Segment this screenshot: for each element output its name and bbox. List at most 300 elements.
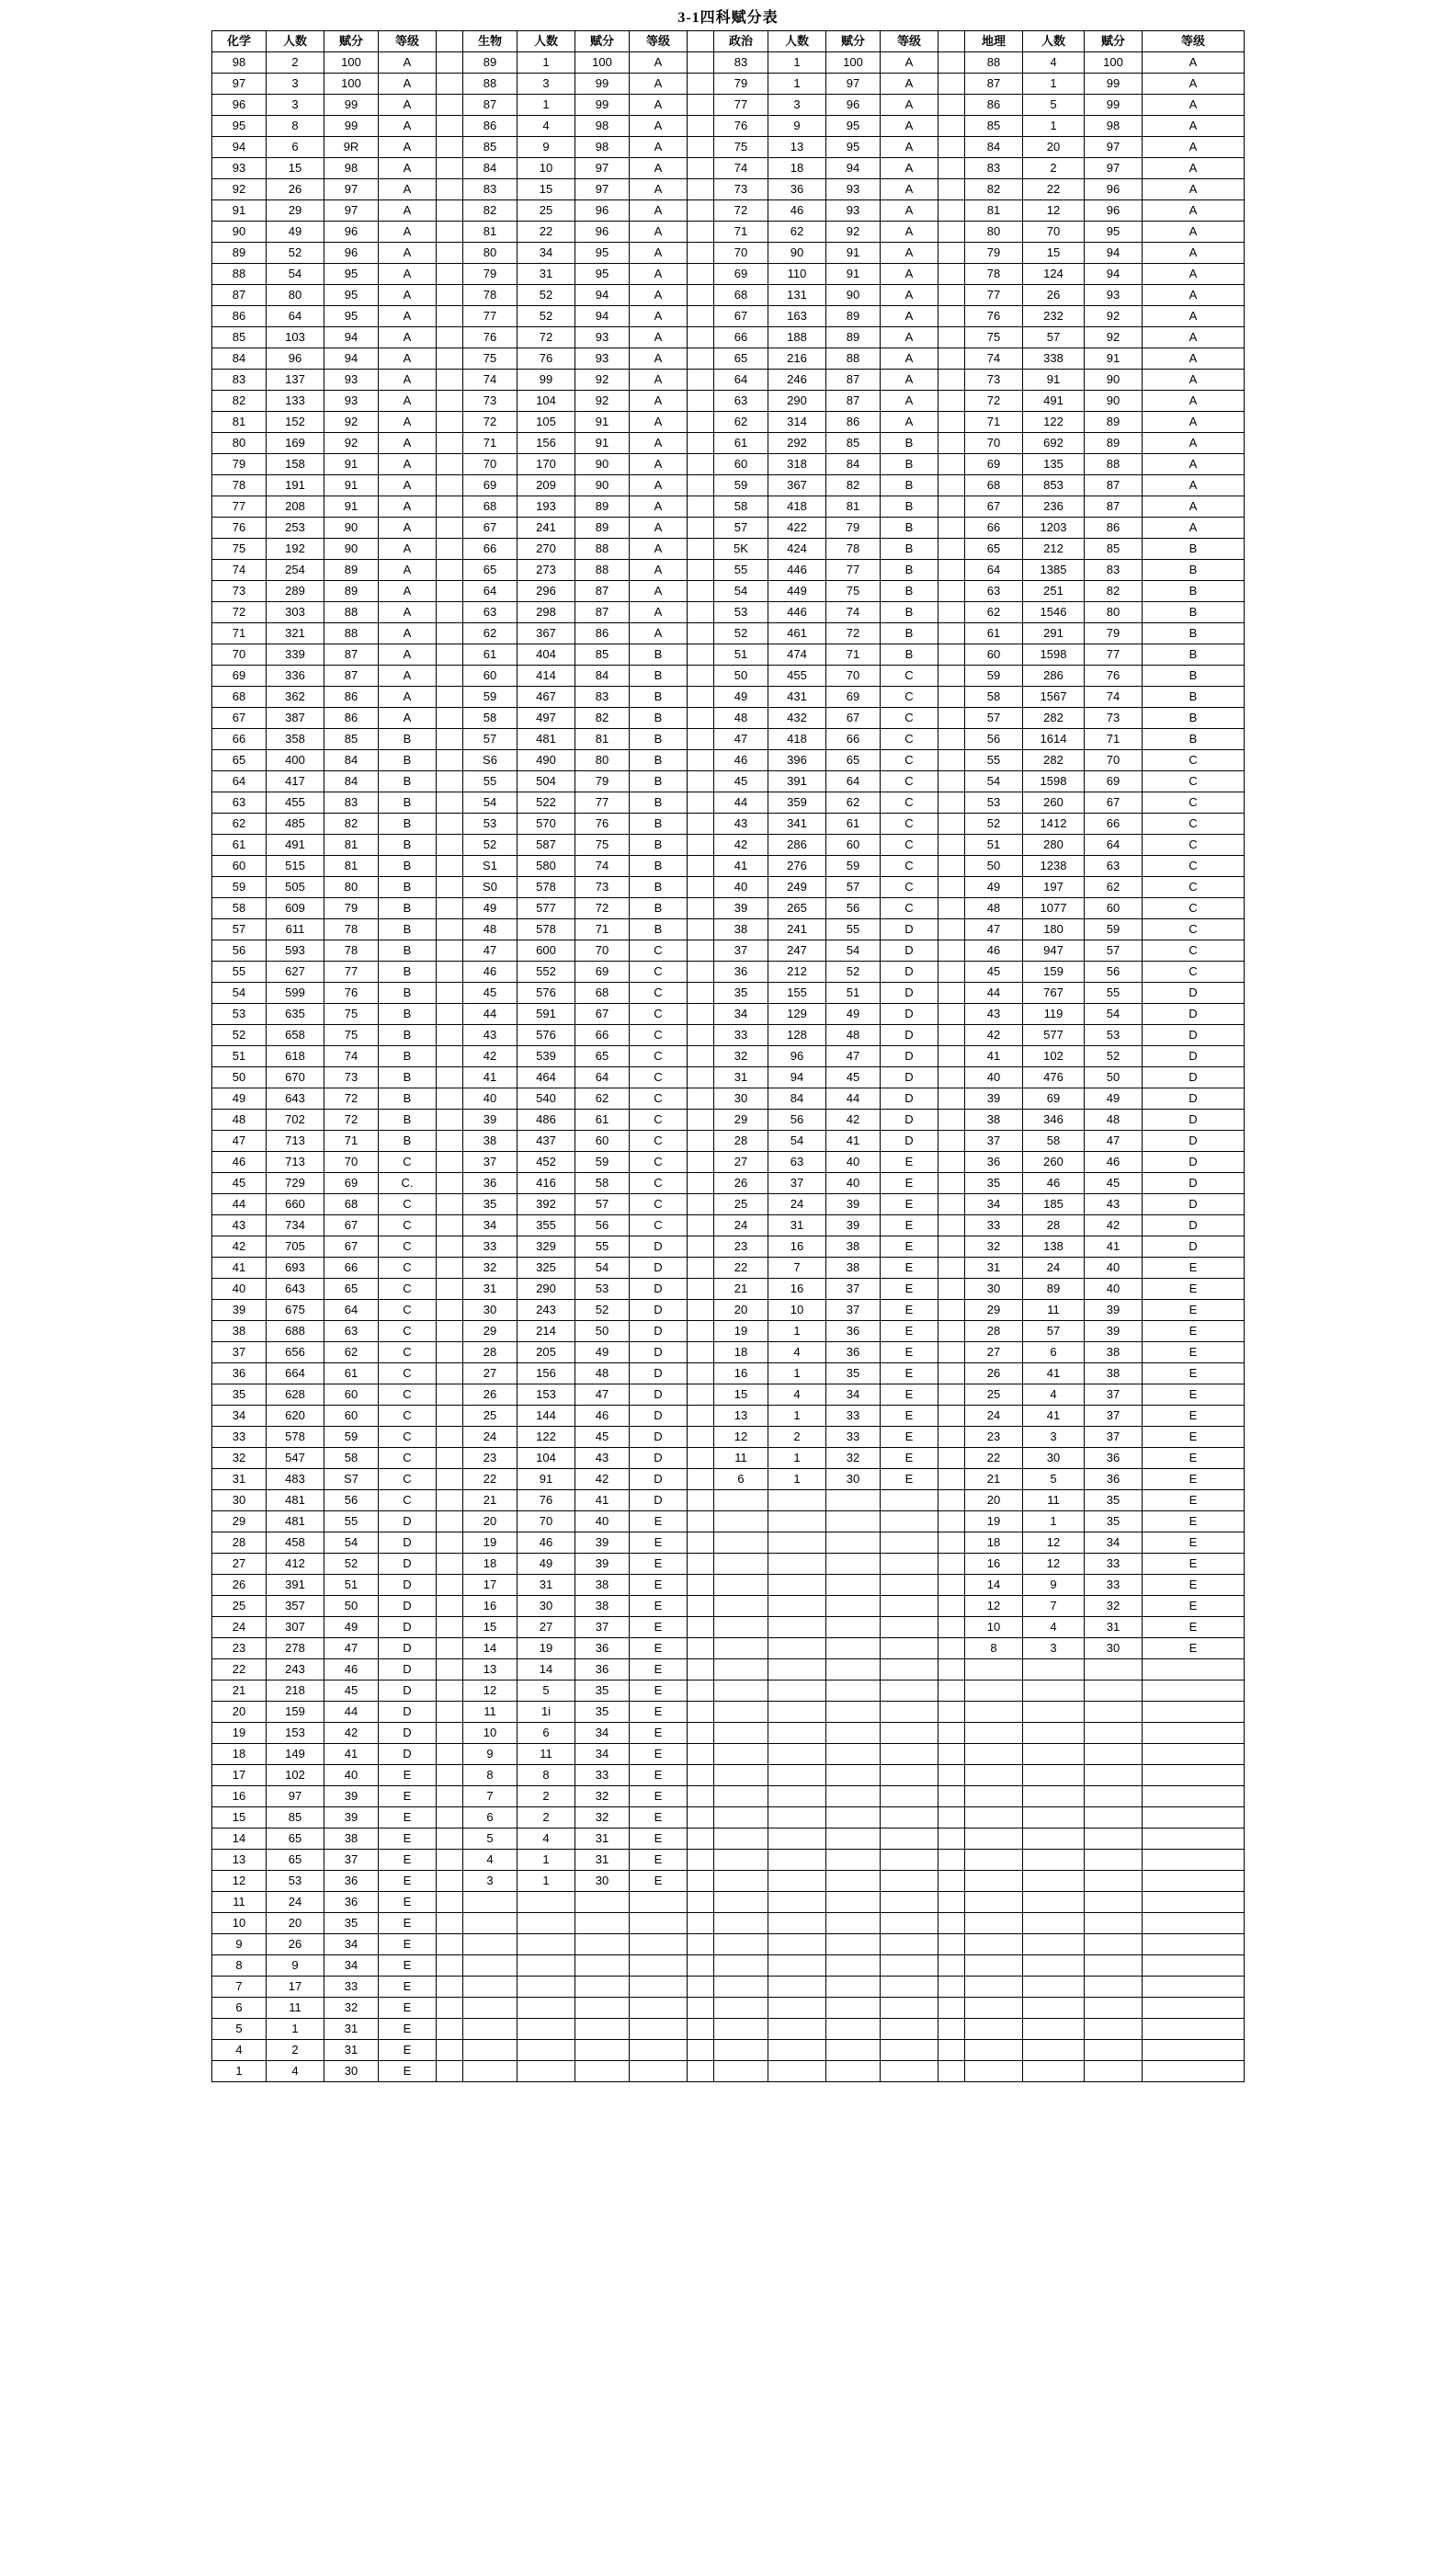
chemistry-cell: 88 — [324, 602, 379, 623]
chemistry-cell: 94 — [212, 137, 267, 158]
biology-cell: 28 — [463, 1342, 518, 1363]
chemistry-cell: D — [379, 1659, 437, 1680]
biology-cell: 31 — [463, 1279, 518, 1300]
header-politics-count: 人数 — [768, 31, 826, 52]
geography-cell: 77 — [1085, 644, 1143, 666]
politics-cell-empty — [881, 1744, 938, 1765]
politics-cell-empty — [826, 1554, 881, 1575]
chemistry-cell: 13 — [212, 1850, 267, 1871]
column-spacer — [437, 1236, 463, 1258]
column-spacer — [688, 644, 714, 666]
geography-cell: E — [1143, 1617, 1245, 1638]
column-spacer — [688, 581, 714, 602]
biology-cell: 99 — [518, 370, 575, 391]
politics-cell-empty — [714, 1765, 768, 1786]
biology-cell: 41 — [463, 1067, 518, 1088]
politics-cell: C — [881, 814, 938, 835]
politics-cell: 90 — [768, 243, 826, 264]
politics-cell: 59 — [714, 475, 768, 496]
biology-cell: 87 — [575, 581, 630, 602]
politics-cell: A — [881, 74, 938, 95]
politics-cell-empty — [826, 1744, 881, 1765]
chemistry-cell: 45 — [324, 1680, 379, 1702]
column-spacer — [688, 179, 714, 200]
biology-cell: A — [630, 348, 688, 370]
politics-cell: 1 — [768, 74, 826, 95]
chemistry-cell: 61 — [212, 835, 267, 856]
geography-cell: 491 — [1023, 391, 1085, 412]
chemistry-cell: 152 — [267, 412, 324, 433]
geography-cell: 39 — [965, 1088, 1023, 1110]
column-spacer — [938, 877, 965, 898]
column-spacer — [688, 1384, 714, 1406]
column-spacer — [437, 602, 463, 623]
politics-cell: A — [881, 391, 938, 412]
chemistry-cell: 69 — [324, 1173, 379, 1194]
chemistry-cell: 67 — [324, 1236, 379, 1258]
column-spacer — [437, 1723, 463, 1744]
table-row — [212, 877, 1245, 898]
biology-cell: 15 — [518, 179, 575, 200]
column-spacer — [938, 1807, 965, 1829]
biology-cell: 30 — [518, 1596, 575, 1617]
biology-cell: 76 — [518, 348, 575, 370]
column-spacer — [437, 1194, 463, 1215]
chemistry-cell: 68 — [324, 1194, 379, 1215]
biology-cell: E — [630, 1680, 688, 1702]
chemistry-cell: 3 — [267, 74, 324, 95]
biology-cell: 104 — [518, 1448, 575, 1469]
geography-cell-empty — [1023, 1829, 1085, 1850]
biology-cell: B — [630, 687, 688, 708]
politics-cell: 94 — [826, 158, 881, 179]
chemistry-cell: 705 — [267, 1236, 324, 1258]
politics-cell: 62 — [826, 792, 881, 814]
politics-cell: 341 — [768, 814, 826, 835]
geography-cell: 37 — [1085, 1406, 1143, 1427]
geography-cell: 25 — [965, 1384, 1023, 1406]
geography-cell: 476 — [1023, 1067, 1085, 1088]
geography-cell: 60 — [1085, 898, 1143, 919]
biology-cell: A — [630, 243, 688, 264]
chemistry-cell: 3 — [267, 95, 324, 116]
biology-cell: 39 — [575, 1554, 630, 1575]
politics-cell-empty — [714, 1850, 768, 1871]
chemistry-cell: 89 — [212, 243, 267, 264]
politics-cell: 391 — [768, 771, 826, 792]
biology-cell: S0 — [463, 877, 518, 898]
column-spacer — [437, 1363, 463, 1384]
geography-cell-empty — [965, 1829, 1023, 1850]
politics-cell: C — [881, 898, 938, 919]
biology-cell: A — [630, 560, 688, 581]
column-spacer — [437, 1067, 463, 1088]
column-spacer — [938, 687, 965, 708]
geography-cell: 22 — [1023, 179, 1085, 200]
geography-cell: A — [1143, 454, 1245, 475]
table-row — [212, 1998, 1245, 2019]
biology-cell: 80 — [463, 243, 518, 264]
geography-cell: C — [1143, 877, 1245, 898]
geography-cell-empty — [1023, 1723, 1085, 1744]
biology-cell: S6 — [463, 750, 518, 771]
politics-cell: 33 — [714, 1025, 768, 1046]
politics-cell: C — [881, 835, 938, 856]
table-row — [212, 391, 1245, 412]
geography-cell-empty — [1085, 1934, 1143, 1955]
politics-cell-empty — [768, 1659, 826, 1680]
biology-cell: 88 — [463, 74, 518, 95]
politics-cell: 276 — [768, 856, 826, 877]
biology-cell: C — [630, 1110, 688, 1131]
politics-cell: A — [881, 116, 938, 137]
geography-cell: E — [1143, 1406, 1245, 1427]
politics-cell-empty — [768, 2040, 826, 2061]
chemistry-cell: 93 — [212, 158, 267, 179]
column-spacer — [688, 623, 714, 644]
biology-cell: 71 — [575, 919, 630, 940]
politics-cell: 95 — [826, 137, 881, 158]
chemistry-cell: E — [379, 1829, 437, 1850]
politics-cell: 75 — [826, 581, 881, 602]
geography-cell: 15 — [1023, 243, 1085, 264]
chemistry-cell: 88 — [212, 264, 267, 285]
geography-cell: 64 — [965, 560, 1023, 581]
chemistry-cell: 16 — [212, 1786, 267, 1807]
politics-cell: 82 — [826, 475, 881, 496]
table-row — [212, 581, 1245, 602]
table-row — [212, 1511, 1245, 1532]
politics-cell: 57 — [826, 877, 881, 898]
chemistry-cell: 505 — [267, 877, 324, 898]
politics-cell: D — [881, 1110, 938, 1131]
table-row — [212, 1236, 1245, 1258]
column-spacer — [938, 919, 965, 940]
politics-cell-empty — [826, 1786, 881, 1807]
chemistry-cell: 36 — [212, 1363, 267, 1384]
chemistry-cell: 36 — [324, 1871, 379, 1892]
biology-cell: 243 — [518, 1300, 575, 1321]
politics-cell: A — [881, 264, 938, 285]
table-row — [212, 222, 1245, 243]
biology-cell: E — [630, 1638, 688, 1659]
biology-cell: 22 — [463, 1469, 518, 1490]
chemistry-cell: 713 — [267, 1152, 324, 1173]
geography-cell: 12 — [1023, 1554, 1085, 1575]
chemistry-cell: 9 — [212, 1934, 267, 1955]
chemistry-cell: A — [379, 496, 437, 518]
chemistry-cell: B — [379, 1046, 437, 1067]
politics-cell-empty — [826, 1807, 881, 1829]
geography-cell: 577 — [1023, 1025, 1085, 1046]
politics-cell-empty — [881, 1511, 938, 1532]
chemistry-cell: 26 — [267, 179, 324, 200]
geography-cell-empty — [1085, 1977, 1143, 1998]
column-spacer — [688, 95, 714, 116]
politics-cell: 188 — [768, 327, 826, 348]
geography-cell: 24 — [965, 1406, 1023, 1427]
biology-cell: 170 — [518, 454, 575, 475]
politics-cell: 65 — [714, 348, 768, 370]
table-body — [212, 52, 1245, 2082]
geography-cell: 90 — [1085, 370, 1143, 391]
column-spacer — [938, 1765, 965, 1786]
biology-cell: 81 — [463, 222, 518, 243]
politics-cell: 474 — [768, 644, 826, 666]
biology-cell: 23 — [463, 1448, 518, 1469]
geography-cell: 57 — [965, 708, 1023, 729]
politics-cell: 61 — [826, 814, 881, 835]
politics-cell: 40 — [714, 877, 768, 898]
table-row — [212, 348, 1245, 370]
chemistry-cell: B — [379, 877, 437, 898]
chemistry-cell: D — [379, 1511, 437, 1532]
biology-cell: A — [630, 264, 688, 285]
spacer-1 — [437, 31, 463, 52]
column-spacer — [437, 983, 463, 1004]
politics-cell: A — [881, 327, 938, 348]
politics-cell-empty — [768, 1511, 826, 1532]
politics-cell-empty — [714, 1892, 768, 1913]
column-spacer — [938, 1427, 965, 1448]
column-spacer — [437, 877, 463, 898]
chemistry-cell: 55 — [212, 962, 267, 983]
column-spacer — [437, 412, 463, 433]
geography-cell-empty — [1023, 1659, 1085, 1680]
politics-cell: 62 — [714, 412, 768, 433]
biology-cell: 104 — [518, 391, 575, 412]
column-spacer — [688, 560, 714, 581]
geography-cell: 90 — [1085, 391, 1143, 412]
geography-cell: 81 — [965, 200, 1023, 222]
chemistry-cell: 96 — [324, 243, 379, 264]
table-row — [212, 1384, 1245, 1406]
biology-cell-empty — [575, 2019, 630, 2040]
geography-cell: E — [1143, 1342, 1245, 1363]
geography-cell: 18 — [965, 1532, 1023, 1554]
chemistry-cell: 67 — [324, 1215, 379, 1236]
geography-cell: 19 — [965, 1511, 1023, 1532]
column-spacer — [437, 1998, 463, 2019]
biology-cell: 83 — [575, 687, 630, 708]
geography-cell-empty — [1085, 1807, 1143, 1829]
column-spacer — [437, 1955, 463, 1977]
politics-cell: 56 — [768, 1110, 826, 1131]
column-spacer — [938, 623, 965, 644]
chemistry-cell: 26 — [212, 1575, 267, 1596]
politics-cell: 37 — [826, 1300, 881, 1321]
column-spacer — [938, 1490, 965, 1511]
table-row — [212, 116, 1245, 137]
politics-cell: 25 — [714, 1194, 768, 1215]
column-spacer — [938, 1554, 965, 1575]
table-row — [212, 835, 1245, 856]
politics-cell: 286 — [768, 835, 826, 856]
table-row — [212, 1532, 1245, 1554]
biology-cell: 32 — [463, 1258, 518, 1279]
biology-cell: 580 — [518, 856, 575, 877]
chemistry-cell: 85 — [212, 327, 267, 348]
geography-cell: 37 — [1085, 1427, 1143, 1448]
geography-cell: 76 — [1085, 666, 1143, 687]
politics-cell: 249 — [768, 877, 826, 898]
politics-cell-empty — [714, 1977, 768, 1998]
geography-cell-empty — [965, 1934, 1023, 1955]
column-spacer — [688, 1258, 714, 1279]
biology-cell: 89 — [463, 52, 518, 74]
geography-cell-empty — [1143, 1934, 1245, 1955]
column-spacer — [688, 1363, 714, 1384]
geography-cell: 69 — [1085, 771, 1143, 792]
chemistry-cell: 458 — [267, 1532, 324, 1554]
biology-cell: 83 — [463, 179, 518, 200]
column-spacer — [437, 919, 463, 940]
chemistry-cell: 481 — [267, 1490, 324, 1511]
biology-cell: 68 — [575, 983, 630, 1004]
table-row — [212, 602, 1245, 623]
column-spacer — [688, 1342, 714, 1363]
column-spacer — [688, 222, 714, 243]
chemistry-cell: 643 — [267, 1279, 324, 1300]
chemistry-cell: 90 — [324, 539, 379, 560]
chemistry-cell: 25 — [212, 1596, 267, 1617]
geography-cell: D — [1143, 1110, 1245, 1131]
politics-cell: 24 — [768, 1194, 826, 1215]
politics-cell: 30 — [714, 1088, 768, 1110]
biology-cell: 20 — [463, 1511, 518, 1532]
geography-cell: C — [1143, 750, 1245, 771]
chemistry-cell: 20 — [267, 1913, 324, 1934]
politics-cell-empty — [881, 1829, 938, 1850]
chemistry-cell: A — [379, 581, 437, 602]
geography-cell: 692 — [1023, 433, 1085, 454]
chemistry-cell: 483 — [267, 1469, 324, 1490]
biology-cell: 43 — [575, 1448, 630, 1469]
chemistry-cell: 734 — [267, 1215, 324, 1236]
table-row — [212, 370, 1245, 391]
politics-cell: 128 — [768, 1025, 826, 1046]
politics-cell: 79 — [714, 74, 768, 95]
geography-cell: 44 — [965, 983, 1023, 1004]
table-row — [212, 200, 1245, 222]
politics-cell-empty — [768, 1934, 826, 1955]
chemistry-cell: 65 — [324, 1279, 379, 1300]
politics-cell: 45 — [714, 771, 768, 792]
politics-cell: 72 — [826, 623, 881, 644]
geography-cell: 48 — [965, 898, 1023, 919]
geography-cell: E — [1143, 1596, 1245, 1617]
column-spacer — [938, 1194, 965, 1215]
biology-cell: E — [630, 1702, 688, 1723]
geography-cell: C — [1143, 898, 1245, 919]
biology-cell: A — [630, 475, 688, 496]
geography-cell: 6 — [1023, 1342, 1085, 1363]
column-spacer — [688, 729, 714, 750]
chemistry-cell: 675 — [267, 1300, 324, 1321]
politics-cell: B — [881, 475, 938, 496]
chemistry-cell: 455 — [267, 792, 324, 814]
chemistry-cell: 656 — [267, 1342, 324, 1363]
biology-cell: 93 — [575, 327, 630, 348]
column-spacer — [938, 52, 965, 74]
geography-cell: 5 — [1023, 95, 1085, 116]
geography-cell: 34 — [1085, 1532, 1143, 1554]
biology-cell: 69 — [463, 475, 518, 496]
chemistry-cell: 362 — [267, 687, 324, 708]
table-row — [212, 1977, 1245, 1998]
column-spacer — [688, 1469, 714, 1490]
table-row — [212, 919, 1245, 940]
politics-cell-empty — [826, 1596, 881, 1617]
politics-cell: A — [881, 95, 938, 116]
biology-cell: 14 — [463, 1638, 518, 1659]
politics-cell: 94 — [768, 1067, 826, 1088]
chemistry-cell: 58 — [212, 898, 267, 919]
geography-cell-empty — [1023, 2061, 1085, 2082]
politics-cell-empty — [768, 1892, 826, 1913]
chemistry-cell: 243 — [267, 1659, 324, 1680]
column-spacer — [688, 370, 714, 391]
politics-cell-empty — [714, 1998, 768, 2019]
biology-cell: 53 — [463, 814, 518, 835]
politics-cell-empty — [881, 1892, 938, 1913]
politics-cell: A — [881, 222, 938, 243]
column-spacer — [437, 1659, 463, 1680]
biology-cell: 38 — [575, 1596, 630, 1617]
geography-cell: 124 — [1023, 264, 1085, 285]
chemistry-cell: 41 — [212, 1258, 267, 1279]
biology-cell: 72 — [518, 327, 575, 348]
politics-cell: 241 — [768, 919, 826, 940]
geography-cell: 39 — [1085, 1300, 1143, 1321]
column-spacer — [437, 454, 463, 475]
column-spacer — [437, 1596, 463, 1617]
column-spacer — [938, 1215, 965, 1236]
table-row — [212, 1807, 1245, 1829]
column-spacer — [938, 475, 965, 496]
column-spacer — [938, 412, 965, 433]
chemistry-cell: A — [379, 370, 437, 391]
politics-cell-empty — [768, 1680, 826, 1702]
politics-cell-empty — [768, 1744, 826, 1765]
column-spacer — [688, 1998, 714, 2019]
biology-cell: 65 — [463, 560, 518, 581]
biology-cell: C — [630, 940, 688, 962]
politics-cell-empty — [826, 1638, 881, 1659]
column-spacer — [938, 1088, 965, 1110]
biology-cell: S1 — [463, 856, 518, 877]
geography-cell: 53 — [1085, 1025, 1143, 1046]
politics-cell: 43 — [714, 814, 768, 835]
biology-cell-empty — [518, 2019, 575, 2040]
biology-cell: E — [630, 1554, 688, 1575]
column-spacer — [437, 348, 463, 370]
biology-cell: 577 — [518, 898, 575, 919]
chemistry-cell: A — [379, 433, 437, 454]
biology-cell: A — [630, 391, 688, 412]
biology-cell: 2 — [518, 1786, 575, 1807]
biology-cell: C — [630, 1088, 688, 1110]
table-row — [212, 137, 1245, 158]
chemistry-cell: A — [379, 137, 437, 158]
biology-cell: 74 — [463, 370, 518, 391]
politics-cell-empty — [714, 1955, 768, 1977]
geography-cell: 159 — [1023, 962, 1085, 983]
column-spacer — [437, 750, 463, 771]
biology-cell: 576 — [518, 983, 575, 1004]
geography-cell: 50 — [1085, 1067, 1143, 1088]
chemistry-cell: 20 — [212, 1702, 267, 1723]
